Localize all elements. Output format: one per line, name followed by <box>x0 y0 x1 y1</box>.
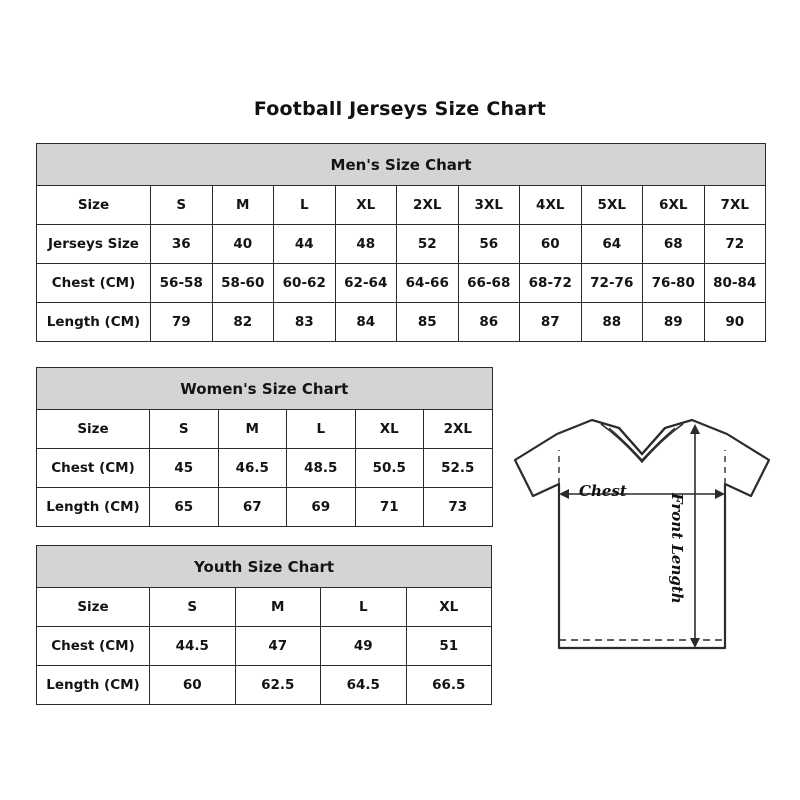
chest-measure-label: Chest <box>579 482 627 500</box>
column-header: XL <box>335 186 397 225</box>
table-cell: 89 <box>643 303 705 342</box>
column-header: L <box>274 186 336 225</box>
table-header-row <box>37 410 493 449</box>
table-row <box>37 488 493 527</box>
table-cell: 72-76 <box>581 264 643 303</box>
table-cell: 88 <box>581 303 643 342</box>
row-label: Length (CM) <box>37 303 151 342</box>
table-cell: 83 <box>274 303 336 342</box>
table-cell: 73 <box>424 488 493 527</box>
youth-table-caption: Youth Size Chart <box>37 546 492 588</box>
column-header: M <box>218 410 287 449</box>
column-header: L <box>321 588 407 627</box>
table-cell: 66.5 <box>406 666 492 705</box>
table-cell: 79 <box>151 303 213 342</box>
table-cell: 68-72 <box>520 264 582 303</box>
table-cell: 65 <box>150 488 219 527</box>
row-label: Chest (CM) <box>37 627 150 666</box>
table-cell: 82 <box>212 303 274 342</box>
tshirt-outline-icon <box>497 398 787 688</box>
table-row <box>37 449 493 488</box>
womens-size-table <box>36 367 493 527</box>
column-header: 3XL <box>458 186 520 225</box>
table-cell: 44.5 <box>150 627 236 666</box>
column-header: 2XL <box>397 186 459 225</box>
row-header-label: Size <box>37 186 151 225</box>
tshirt-measurement-diagram <box>497 398 787 688</box>
table-cell: 49 <box>321 627 407 666</box>
table-cell: 40 <box>212 225 274 264</box>
table-cell: 50.5 <box>355 449 424 488</box>
table-row <box>37 627 492 666</box>
table-cell: 85 <box>397 303 459 342</box>
row-label: Chest (CM) <box>37 449 150 488</box>
table-caption-row <box>37 368 493 410</box>
table-cell: 69 <box>287 488 356 527</box>
table-cell: 56 <box>458 225 520 264</box>
table-row <box>37 264 766 303</box>
table-caption-row <box>37 144 766 186</box>
table-cell: 45 <box>150 449 219 488</box>
column-header: 2XL <box>424 410 493 449</box>
table-cell: 72 <box>704 225 766 264</box>
row-header-label: Size <box>37 410 150 449</box>
row-label: Chest (CM) <box>37 264 151 303</box>
column-header: M <box>212 186 274 225</box>
row-label: Jerseys Size <box>37 225 151 264</box>
table-cell: 68 <box>643 225 705 264</box>
table-cell: 64.5 <box>321 666 407 705</box>
table-cell: 87 <box>520 303 582 342</box>
table-cell: 60-62 <box>274 264 336 303</box>
table-cell: 60 <box>150 666 236 705</box>
table-caption-row <box>37 546 492 588</box>
table-header-row <box>37 588 492 627</box>
table-cell: 52 <box>397 225 459 264</box>
table-cell: 64 <box>581 225 643 264</box>
table-cell: 60 <box>520 225 582 264</box>
column-header: XL <box>406 588 492 627</box>
table-cell: 76-80 <box>643 264 705 303</box>
column-header: 4XL <box>520 186 582 225</box>
table-row <box>37 303 766 342</box>
table-cell: 47 <box>235 627 321 666</box>
row-label: Length (CM) <box>37 488 150 527</box>
table-cell: 90 <box>704 303 766 342</box>
table-cell: 58-60 <box>212 264 274 303</box>
column-header: 6XL <box>643 186 705 225</box>
front-length-measure-label: Front Length <box>668 493 686 604</box>
table-row <box>37 225 766 264</box>
row-label: Length (CM) <box>37 666 150 705</box>
table-cell: 48.5 <box>287 449 356 488</box>
column-header: S <box>151 186 213 225</box>
table-row <box>37 666 492 705</box>
table-cell: 36 <box>151 225 213 264</box>
column-header: S <box>150 410 219 449</box>
table-header-row <box>37 186 766 225</box>
column-header: 5XL <box>581 186 643 225</box>
column-header: L <box>287 410 356 449</box>
column-header: S <box>150 588 236 627</box>
table-cell: 86 <box>458 303 520 342</box>
table-cell: 46.5 <box>218 449 287 488</box>
table-cell: 48 <box>335 225 397 264</box>
table-cell: 80-84 <box>704 264 766 303</box>
column-header: M <box>235 588 321 627</box>
table-cell: 64-66 <box>397 264 459 303</box>
row-header-label: Size <box>37 588 150 627</box>
table-cell: 67 <box>218 488 287 527</box>
womens-table-caption: Women's Size Chart <box>37 368 493 410</box>
mens-size-table <box>36 143 766 342</box>
page-title: Football Jerseys Size Chart <box>253 98 547 120</box>
table-cell: 84 <box>335 303 397 342</box>
table-cell: 52.5 <box>424 449 493 488</box>
table-cell: 44 <box>274 225 336 264</box>
youth-size-table <box>36 545 492 705</box>
table-cell: 56-58 <box>151 264 213 303</box>
mens-table-caption: Men's Size Chart <box>37 144 766 186</box>
table-cell: 51 <box>406 627 492 666</box>
table-cell: 62.5 <box>235 666 321 705</box>
table-cell: 62-64 <box>335 264 397 303</box>
table-cell: 66-68 <box>458 264 520 303</box>
column-header: 7XL <box>704 186 766 225</box>
table-cell: 71 <box>355 488 424 527</box>
column-header: XL <box>355 410 424 449</box>
